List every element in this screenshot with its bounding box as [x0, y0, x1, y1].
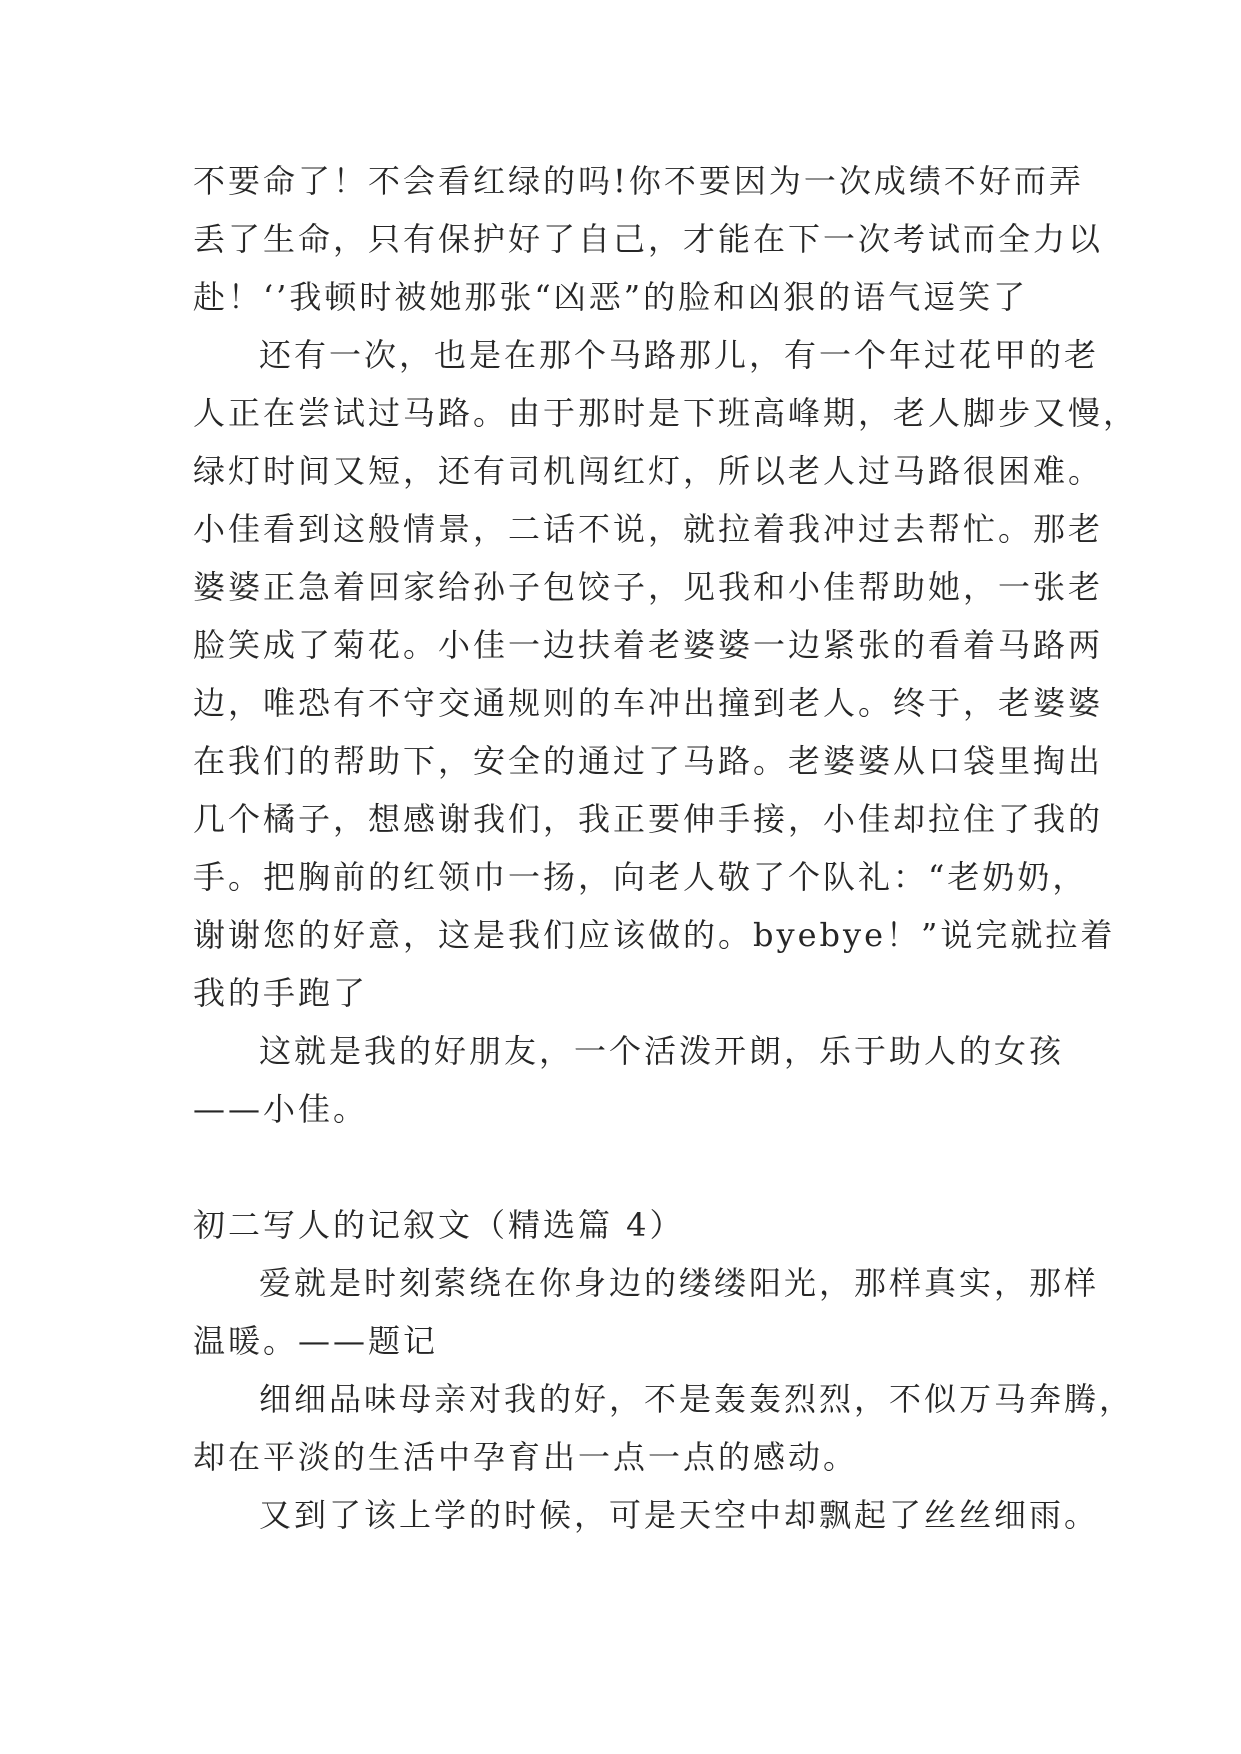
text-line: 这就是我的好朋友，一个活泼开朗，乐于助人的女孩	[259, 1032, 1065, 1070]
paragraph-epigraph	[193, 1254, 1100, 1370]
paragraph-conclusion	[193, 1022, 1093, 1138]
text-line: 我的手跑了	[193, 974, 369, 1012]
text-line: 小佳看到这般情景，二话不说，就拉着我冲过去帮忙。那老	[193, 510, 1104, 548]
text-line: 赴！‘’我顿时被她那张“凶恶”的脸和凶狠的语气逗笑了	[193, 278, 1029, 316]
text-line: 又到了该上学的时候，可是天空中却飘起了丝丝细雨。	[259, 1496, 1100, 1534]
text-line: ——小佳。	[193, 1090, 369, 1128]
text-line: 几个橘子，想感谢我们，我正要伸手接，小佳却拉住了我的	[193, 800, 1104, 838]
paragraph-mother	[193, 1370, 1135, 1486]
text-line: 绿灯时间又短，还有司机闯红灯，所以老人过马路很困难。	[193, 452, 1104, 490]
text-line: 脸笑成了菊花。小佳一边扶着老婆婆一边紧张的看着马路两	[193, 626, 1104, 664]
text-line: 在我们的帮助下，安全的通过了马路。老婆婆从口袋里掏出	[193, 742, 1104, 780]
document-body	[193, 152, 1139, 1544]
text-line: 丢了生命，只有保护好了自己，才能在下一次考试而全力以	[193, 220, 1104, 258]
text-line: 谢谢您的好意，这是我们应该做的。byebye！”说完就拉着	[193, 916, 1116, 954]
text-line: 还有一次，也是在那个马路那儿，有一个年过花甲的老	[259, 336, 1100, 374]
paragraph-crossing-road	[193, 326, 1139, 1022]
text-line: 人正在尝试过马路。由于那时是下班高峰期，老人脚步又慢，	[193, 394, 1139, 432]
paragraph-rain	[193, 1486, 1100, 1544]
text-line: 手。把胸前的红领巾一扬，向老人敬了个队礼：“老奶奶，	[193, 858, 1088, 896]
paragraph-warning	[193, 152, 1104, 326]
text-line: 细细品味母亲对我的好，不是轰轰烈烈，不似万马奔腾，	[259, 1380, 1135, 1418]
text-line: 却在平淡的生活中孕育出一点一点的感动。	[193, 1438, 859, 1476]
text-line: 温暖。——题记	[193, 1322, 439, 1360]
text-line: 边，唯恐有不守交通规则的车冲出撞到老人。终于，老婆婆	[193, 684, 1104, 722]
section-heading: 初二写人的记叙文（精选篇 4）	[193, 1206, 685, 1244]
text-line: 不要命了！不会看红绿的吗!你不要因为一次成绩不好而弄	[193, 162, 1084, 200]
text-line: 爱就是时刻萦绕在你身边的缕缕阳光，那样真实，那样	[259, 1264, 1100, 1302]
text-line: 婆婆正急着回家给孙子包饺子，见我和小佳帮助她，一张老	[193, 568, 1104, 606]
paragraph-spacer	[193, 1138, 1093, 1196]
